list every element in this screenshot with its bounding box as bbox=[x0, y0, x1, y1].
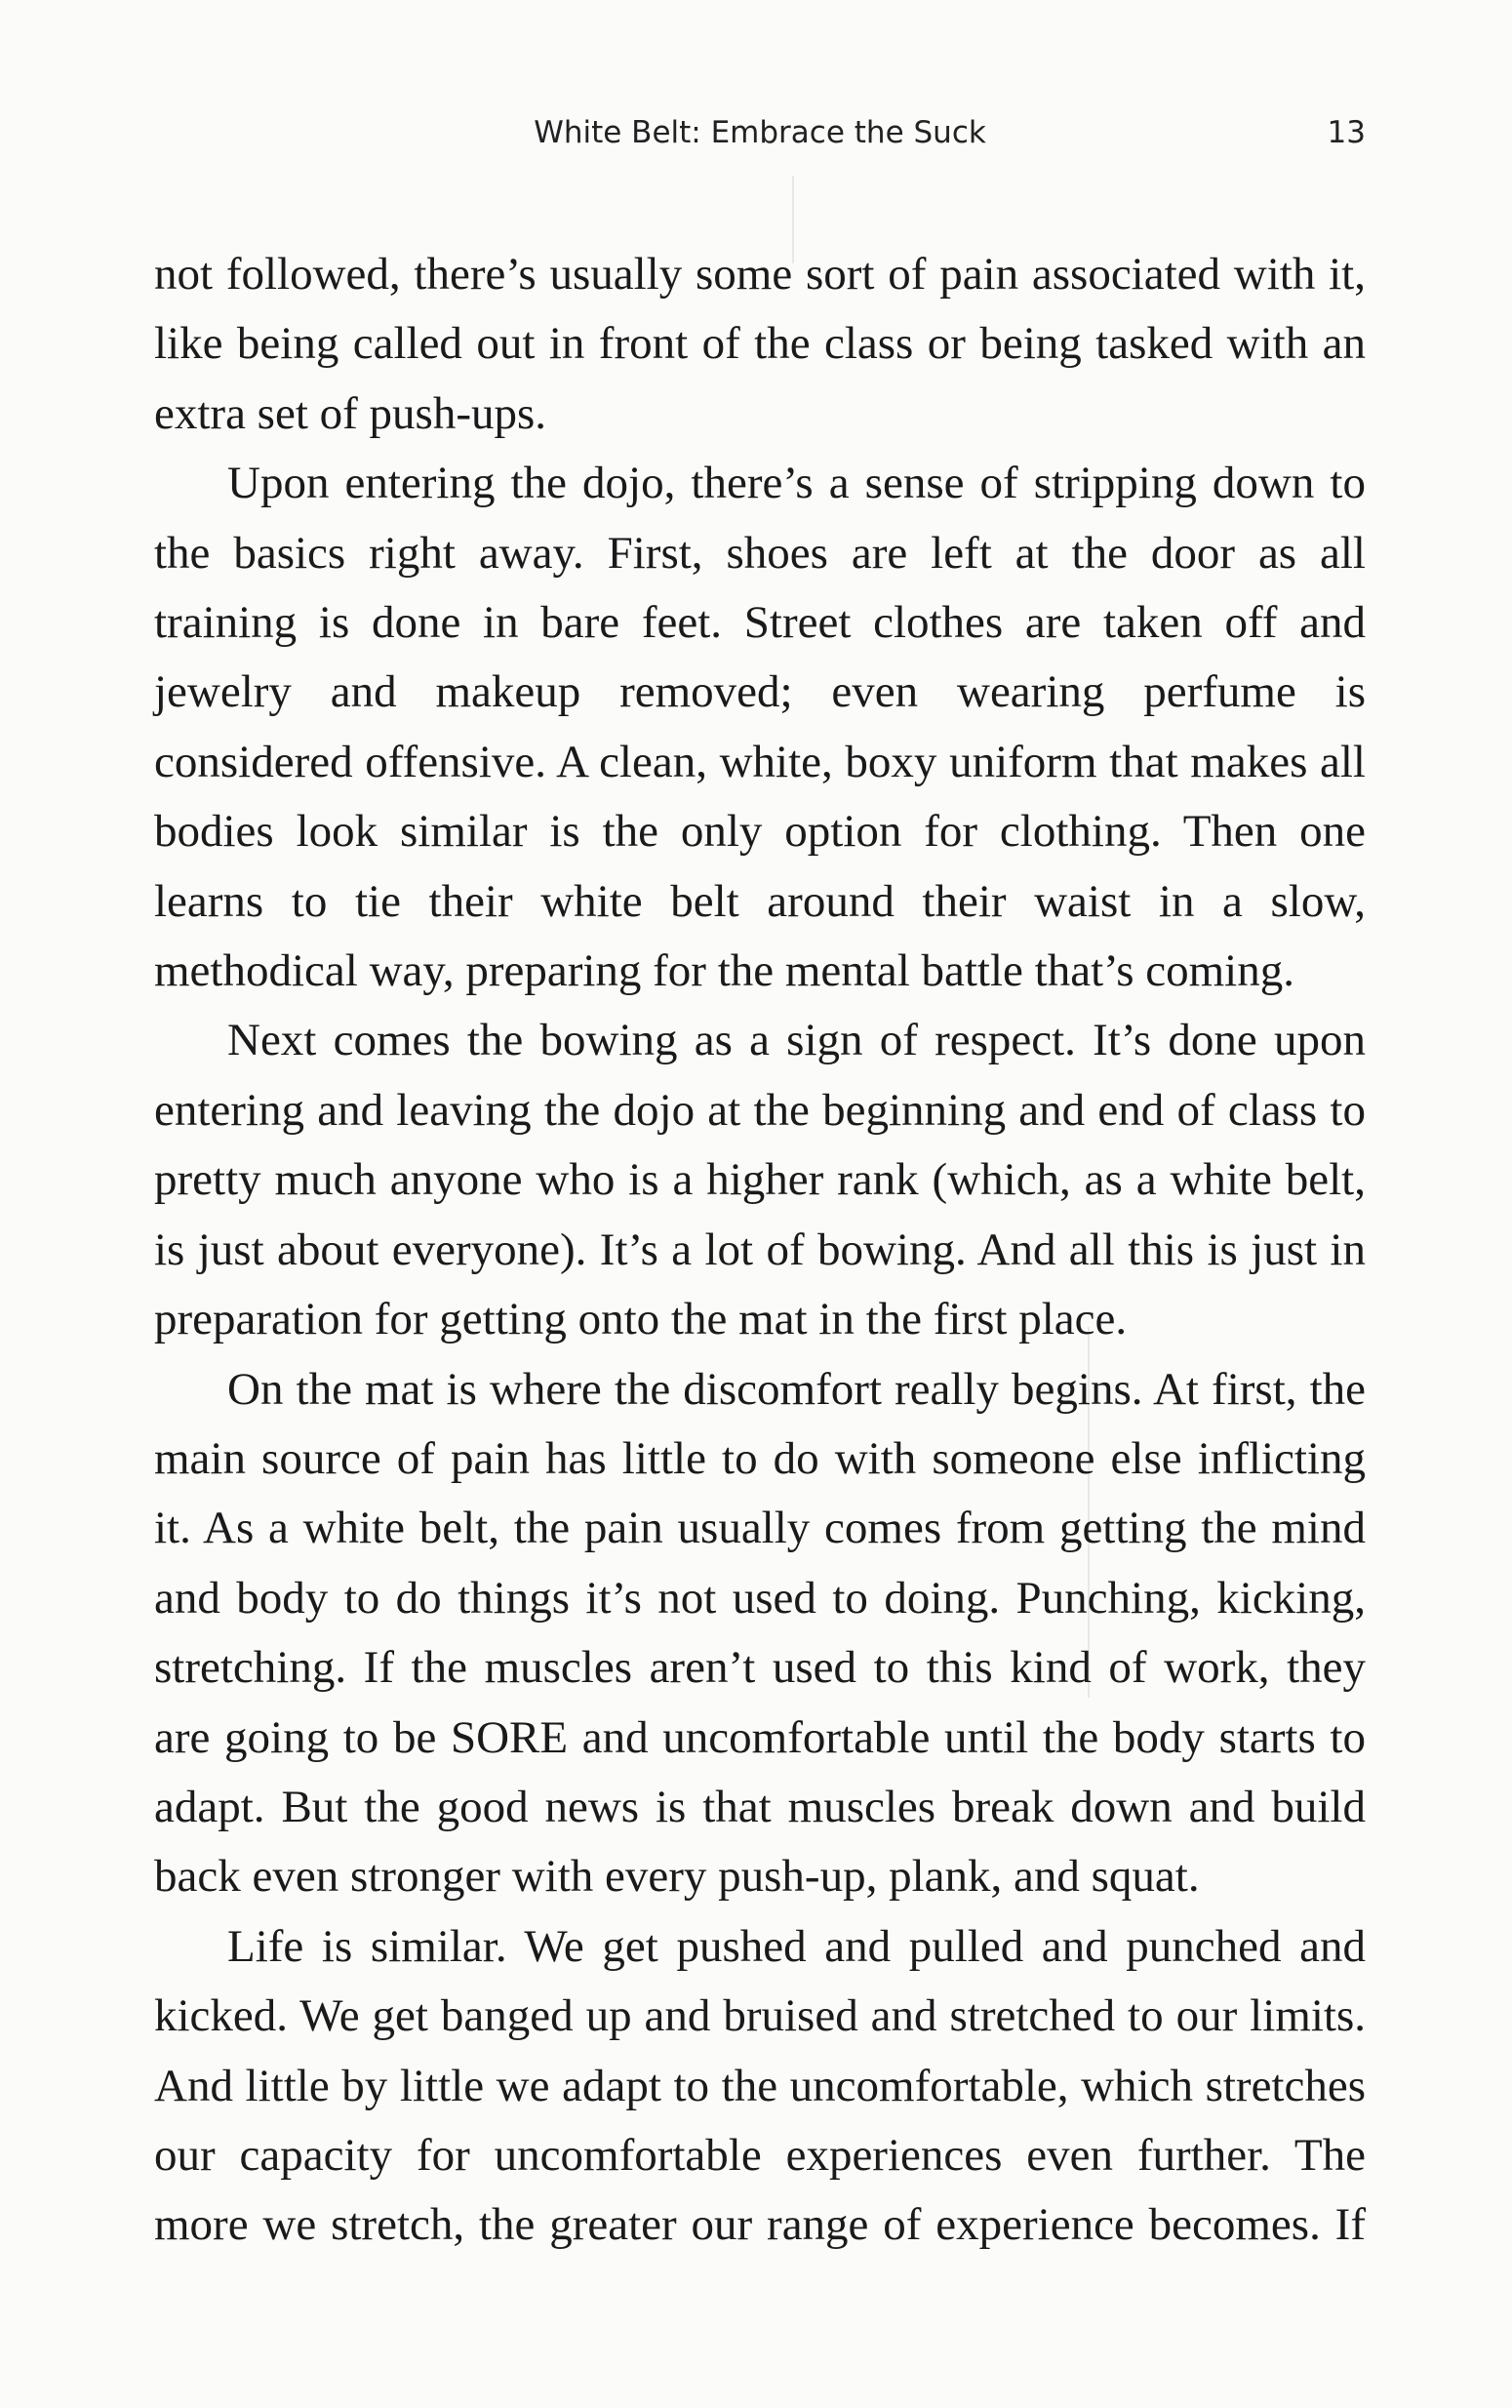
paragraph-2: Upon entering the dojo, there’s a sense of stripping down to the basics right away. First, shoes are left at the door as all training is done in bare feet. Street clothes are taken off and jewelry and makeup removed; even wearing perfume is considered offensive. A clean, white, boxy uniform that makes all bodies look similar is the only option for clothing. Then one learns to tie their white belt around their waist in a slow, methodical way, preparing for the mental battle that’s coming. bbox=[154, 458, 1366, 997]
paragraph-4: On the mat is where the discomfort really begins. At first, the main source of pain has little to do with someone else inflicting it. As a white belt, the pain usually comes from getting the mind and body to do things it’s not used to doing. Punching, kicking, stretching. If the muscles aren’t used to this kind of work, they are going to be SORE and uncomfortable until the body starts to adapt. But the good news is that muscles break down and build back even stronger with every push-up, plank, and squat. bbox=[154, 1363, 1366, 1903]
body-text bbox=[154, 240, 1366, 2261]
paragraph-3: Next comes the bowing as a sign of respect. It’s done upon entering and leaving the dojo at the beginning and end of class to pretty much anyone who is a higher rank (which, as a white belt, is just about everyone). It’s a lot of bowing. And all this is just in preparation for getting onto the mat in the first place. bbox=[154, 1015, 1366, 1345]
paragraph-1: not followed, there’s usually some sort of pain associated with it, like being called out in front of the class or being tasked with an extra set of push-ups. bbox=[154, 249, 1366, 439]
paragraph-5: Life is similar. We get pushed and pulled and punched and kicked. We get banged up and bruised and stretched to our limits. And little by little we adapt to the uncomfortable, which stretches our capacity for uncomfortable experiences even further. The more we stretch, the greater our range of experience becomes. If bbox=[154, 1920, 1366, 2251]
running-header bbox=[154, 115, 1366, 164]
running-title: White Belt: Embrace the Suck bbox=[534, 115, 986, 150]
page-number: 13 bbox=[1327, 115, 1366, 150]
